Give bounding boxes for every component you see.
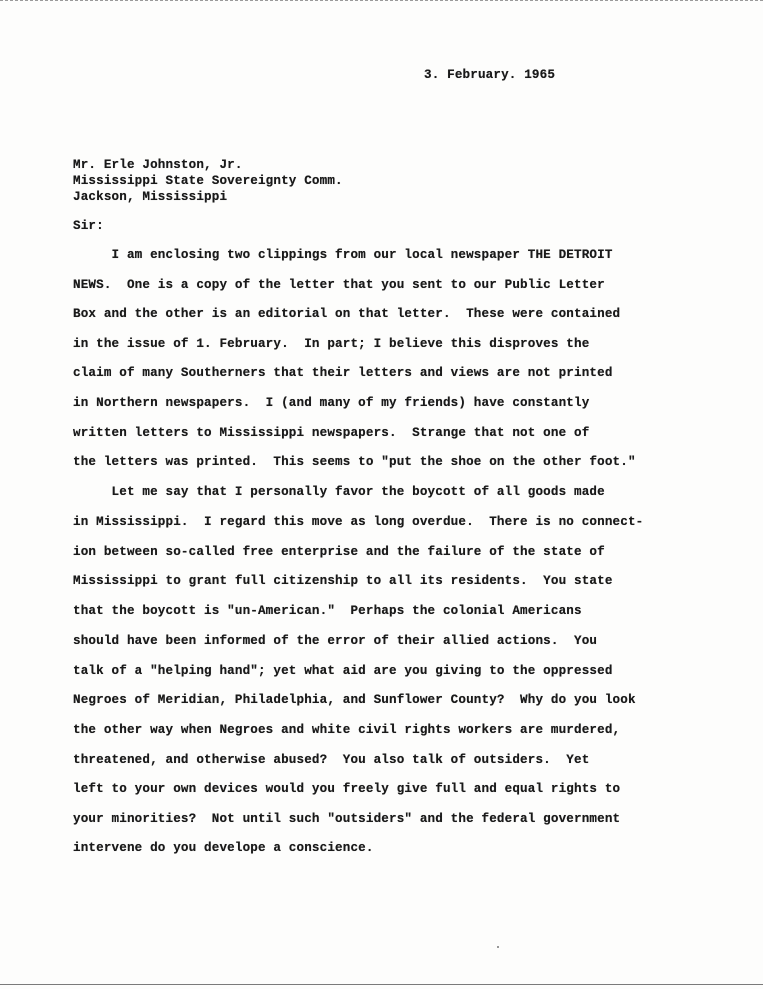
salutation: Sir:: [73, 219, 104, 233]
paragraph-1-line: in the issue of 1. February. In part; I believe this disproves the: [73, 337, 590, 351]
recipient-location: Jackson, Mississippi: [73, 190, 228, 204]
paragraph-2-line: talk of a "helping hand"; yet what aid are you giving to the oppressed: [73, 664, 613, 678]
recipient-name: Mr. Erle Johnston, Jr.: [73, 158, 243, 172]
paragraph-2-line: threatened, and otherwise abused? You also talk of outsiders. Yet: [73, 753, 590, 767]
paragraph-1-line: in Northern newspapers. I (and many of my friends) have constantly: [73, 396, 590, 410]
paragraph-2-line: Let me say that I personally favor the boycott of all goods made: [73, 485, 605, 499]
paragraph-2-line: ion between so-called free enterprise and the failure of the state of: [73, 545, 605, 559]
paragraph-2-line: Negroes of Meridian, Philadelphia, and Sunflower County? Why do you look: [73, 693, 636, 707]
paragraph-2-line: the other way when Negroes and white civil rights workers are murdered,: [73, 723, 621, 737]
page-top-edge: [0, 0, 763, 3]
letter-date: 3. February. 1965: [424, 68, 556, 82]
paragraph-1-line: NEWS. One is a copy of the letter that you sent to our Public Letter: [73, 278, 605, 292]
paragraph-1-line: written letters to Mississippi newspapers. Strange that not one of: [73, 426, 590, 440]
page-bottom-edge: [0, 984, 763, 987]
paragraph-2-line: that the boycott is "un-American." Perhaps the colonial Americans: [73, 604, 582, 618]
paragraph-1-line: the letters was printed. This seems to "put the shoe on the other foot.": [73, 455, 636, 469]
paragraph-2-line: left to your own devices would you freely give full and equal rights to: [73, 782, 621, 796]
stray-ink-mark: [497, 946, 499, 948]
paragraph-1-line: claim of many Southerners that their letters and views are not printed: [73, 366, 613, 380]
paragraph-2-line: should have been informed of the error of their allied actions. You: [73, 634, 598, 648]
paragraph-2-line: in Mississippi. I regard this move as long overdue. There is no connect-: [73, 515, 644, 529]
paragraph-2-line: intervene do you develope a conscience.: [73, 841, 374, 855]
paragraph-2-line: your minorities? Not until such "outsiders" and the federal government: [73, 812, 621, 826]
paragraph-2-line: Mississippi to grant full citizenship to all its residents. You state: [73, 574, 613, 588]
recipient-organization: Mississippi State Sovereignty Comm.: [73, 174, 343, 188]
paragraph-1-line: I am enclosing two clippings from our local newspaper THE DETROIT: [73, 248, 613, 262]
paragraph-1-line: Box and the other is an editorial on that letter. These were contained: [73, 307, 621, 321]
